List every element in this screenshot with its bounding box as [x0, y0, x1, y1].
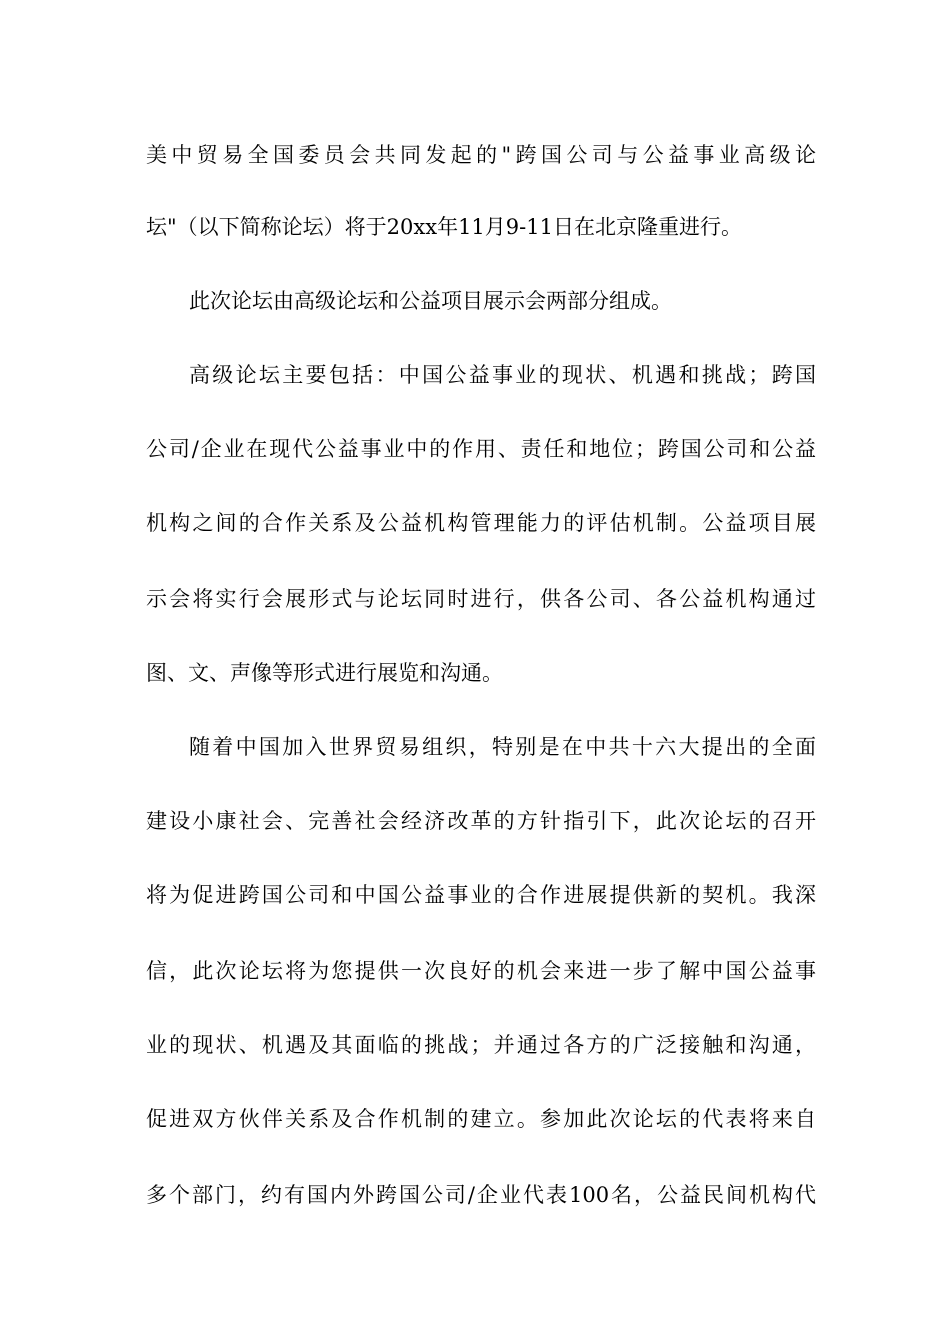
paragraph-line: 此次论坛由高级论坛和公益项目展示会两部分组成。 [189, 289, 672, 313]
paragraph-line: 公司/企业在现代公益事业中的作用、责任和地位；跨国公司和公益 [146, 437, 816, 461]
paragraph-line: 建设小康社会、完善社会经济改革的方针指引下，此次论坛的召开 [146, 809, 816, 833]
paragraph-line: 图、文、声像等形式进行展览和沟通。 [146, 661, 503, 685]
paragraph-line: 将为促进跨国公司和中国公益事业的合作进展提供新的契机。我深 [146, 883, 816, 907]
paragraph-line: 多个部门，约有国内外跨国公司/企业代表100名，公益民间机构代 [146, 1183, 816, 1207]
paragraph-line: 机构之间的合作关系及公益机构管理能力的评估机制。公益项目展 [146, 511, 816, 535]
paragraph-line: 坛"（以下简称论坛）将于20xx年11月9-11日在北京隆重进行。 [146, 215, 742, 239]
paragraph-line: 信，此次论坛将为您提供一次良好的机会来进一步了解中国公益事 [146, 959, 816, 983]
paragraph-line: 高级论坛主要包括：中国公益事业的现状、机遇和挑战；跨国 [189, 363, 816, 387]
paragraph-line: 示会将实行会展形式与论坛同时进行，供各公司、各公益机构通过 [146, 587, 816, 611]
paragraph-line: 美中贸易全国委员会共同发起的"跨国公司与公益事业高级论 [146, 143, 816, 167]
paragraph-line: 随着中国加入世界贸易组织，特别是在中共十六大提出的全面 [189, 735, 816, 759]
paragraph-line: 业的现状、机遇及其面临的挑战；并通过各方的广泛接触和沟通， [146, 1033, 816, 1057]
paragraph-line: 促进双方伙伴关系及合作机制的建立。参加此次论坛的代表将来自 [146, 1107, 816, 1131]
